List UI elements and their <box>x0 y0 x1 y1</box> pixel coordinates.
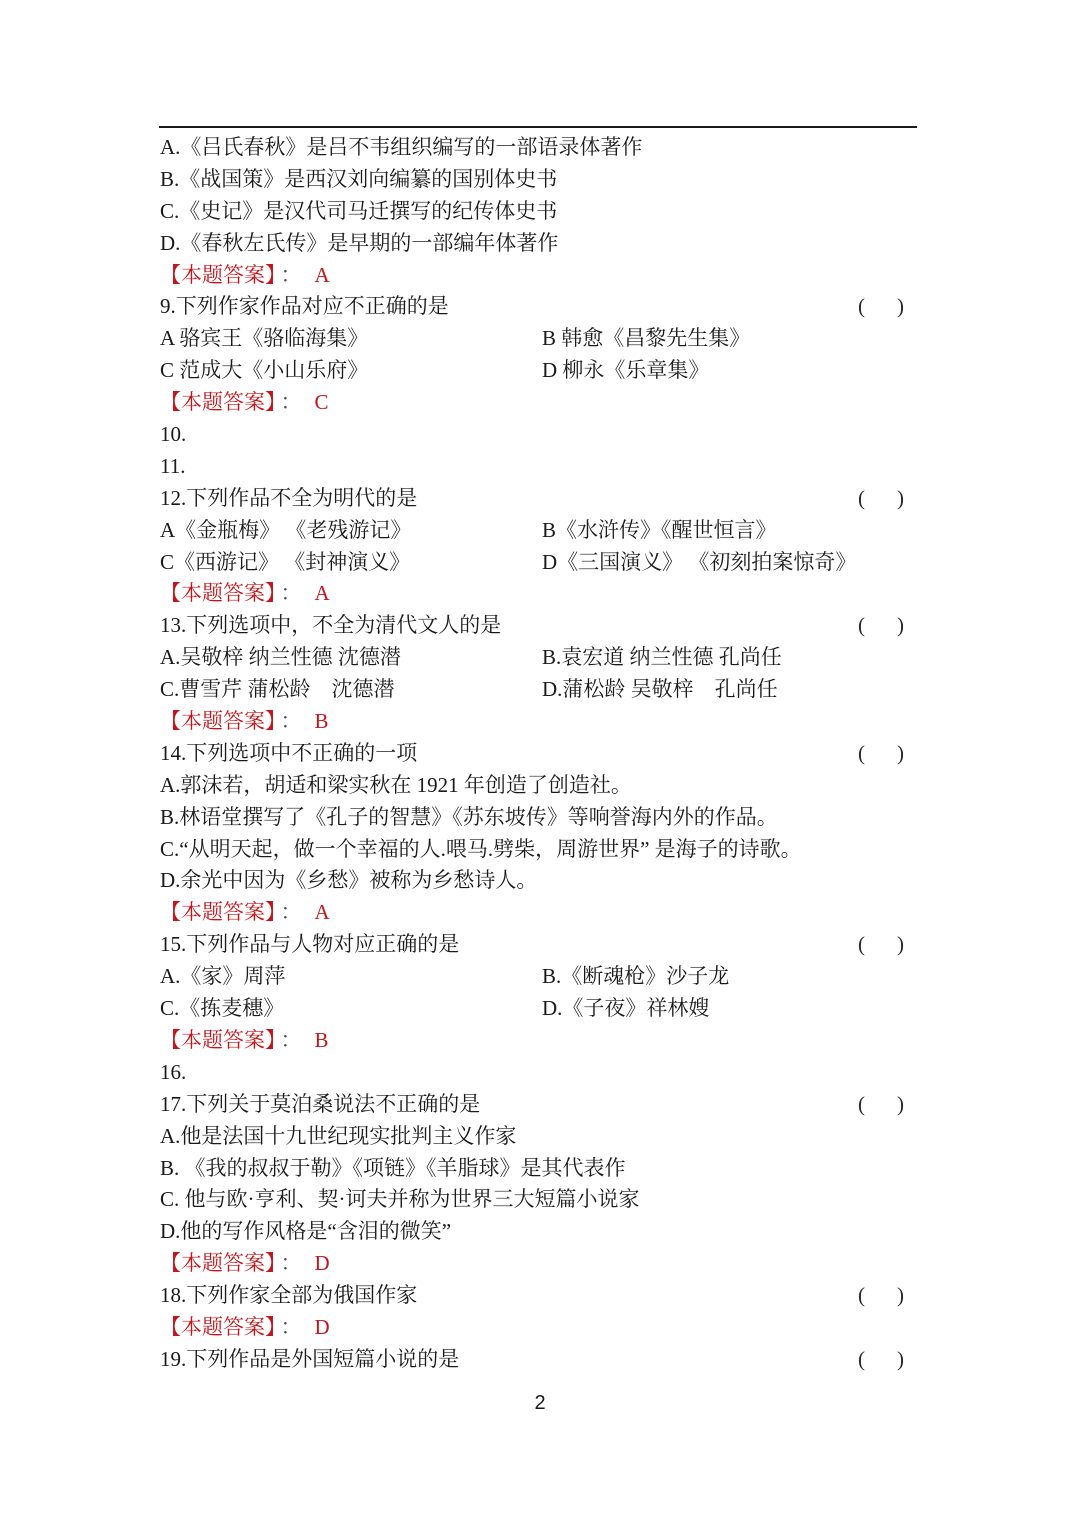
paren-open: ( <box>858 294 865 319</box>
option-right: B.《断魂枪》沙子龙 <box>542 964 730 989</box>
question-text: 15.下列作品与人物对应正确的是 <box>160 932 460 957</box>
line-text: D.《春秋左氏传》是早期的一部编年体著作 <box>160 230 559 255</box>
answer-colon: ： <box>280 1027 302 1052</box>
answer-brackets <box>858 610 904 642</box>
answer-line <box>160 897 906 929</box>
question-line <box>160 1280 906 1312</box>
paren-open: ( <box>858 932 865 957</box>
answer-brackets <box>858 738 904 770</box>
paren-open: ( <box>858 485 865 510</box>
text-line <box>160 228 906 260</box>
line-text: 10. <box>160 422 187 447</box>
option-left: C《西游记》 《封神演义》 <box>160 549 411 574</box>
text-line <box>160 1216 906 1248</box>
options-row <box>160 355 906 387</box>
paren-open: ( <box>858 1346 865 1371</box>
option-right: B 韩愈《昌黎先生集》 <box>542 326 751 351</box>
option-left: C.《拣麦穗》 <box>160 996 285 1021</box>
line-text: A.《吕氏春秋》是吕不韦组织编写的一部语录体著作 <box>160 135 643 159</box>
answer-label: 【本题答案】 <box>160 1251 276 1276</box>
answer-value: D <box>314 1314 330 1339</box>
answer-label: 【本题答案】 <box>160 581 276 606</box>
answer-brackets <box>858 291 904 323</box>
text-line <box>160 770 906 802</box>
paren-open: ( <box>858 1091 865 1116</box>
answer-line <box>160 1312 906 1344</box>
options-row <box>160 642 906 674</box>
text-line <box>160 834 906 866</box>
answer-value: C <box>314 390 329 415</box>
text-line <box>160 1121 906 1153</box>
answer-brackets <box>858 1344 904 1376</box>
question-text: 18.下列作家全部为俄国作家 <box>160 1283 418 1308</box>
line-text: 16. <box>160 1059 187 1084</box>
paren-close: ) <box>897 294 904 319</box>
answer-colon: ： <box>280 262 302 287</box>
answer-colon: ： <box>280 390 302 415</box>
option-right: D.《子夜》祥林嫂 <box>542 996 710 1021</box>
question-line <box>160 1344 906 1376</box>
question-text: 17.下列关于莫泊桑说法不正确的是 <box>160 1091 481 1116</box>
answer-colon: ： <box>280 709 302 734</box>
line-text: A.郭沫若，胡适和梁实秋在 1921 年创造了创造社。 <box>160 772 632 797</box>
paren-close: ) <box>897 1091 904 1116</box>
paren-close: ) <box>897 1283 904 1308</box>
paren-open: ( <box>858 613 865 638</box>
answer-line <box>160 1025 906 1057</box>
answer-value: A <box>314 900 330 925</box>
option-left: A.吴敬梓 纳兰性德 沈德潜 <box>160 645 401 670</box>
answer-label: 【本题答案】 <box>160 262 276 287</box>
paren-close: ) <box>897 485 904 510</box>
answer-value: D <box>314 1251 330 1276</box>
answer-colon: ： <box>280 1251 302 1276</box>
text-line <box>160 164 906 196</box>
answer-label: 【本题答案】 <box>160 390 276 415</box>
paren-open: ( <box>858 740 865 765</box>
text-line <box>160 1057 906 1089</box>
page-number: 2 <box>534 1392 546 1414</box>
question-line <box>160 610 906 642</box>
line-text: B.林语堂撰写了《孔子的智慧》《苏东坡传》等响誉海内外的作品。 <box>160 804 778 829</box>
text-line <box>160 196 906 228</box>
exam-content <box>160 132 906 1376</box>
option-left: A《金瓶梅》 《老残游记》 <box>160 517 412 542</box>
paren-close: ) <box>897 1346 904 1371</box>
answer-value: B <box>314 1027 329 1052</box>
answer-brackets <box>858 483 904 515</box>
answer-label: 【本题答案】 <box>160 1027 276 1052</box>
options-row <box>160 961 906 993</box>
paren-close: ) <box>897 613 904 638</box>
paren-open: ( <box>858 1283 865 1308</box>
answer-value: A <box>314 262 330 287</box>
answer-line <box>160 260 906 292</box>
line-text: C.《史记》是汉代司马迁撰写的纪传体史书 <box>160 198 558 223</box>
question-text: 14.下列选项中不正确的一项 <box>160 740 418 765</box>
answer-brackets <box>858 1280 904 1312</box>
answer-brackets <box>858 1089 904 1121</box>
question-line <box>160 929 906 961</box>
answer-line <box>160 578 906 610</box>
text-line <box>160 865 906 897</box>
question-line <box>160 483 906 515</box>
options-row <box>160 515 906 547</box>
option-right: D.蒲松龄 吴敬梓 孔尚任 <box>542 677 778 702</box>
answer-brackets <box>858 929 904 961</box>
question-line <box>160 1089 906 1121</box>
answer-colon: ： <box>280 581 302 606</box>
option-right: B.袁宏道 纳兰性德 孔尚任 <box>542 645 782 670</box>
text-line <box>160 451 906 483</box>
line-text: D.他的写作风格是“含泪的微笑” <box>160 1219 452 1244</box>
text-line <box>160 1153 906 1185</box>
answer-label: 【本题答案】 <box>160 900 276 925</box>
line-text: D.余光中因为《乡愁》被称为乡愁诗人。 <box>160 868 538 893</box>
paren-close: ) <box>897 740 904 765</box>
question-line <box>160 738 906 770</box>
text-line <box>160 1184 906 1216</box>
header-rule <box>159 126 917 128</box>
option-left: A 骆宾王《骆临海集》 <box>160 326 369 351</box>
line-text: B.《战国策》是西汉刘向编纂的国别体史书 <box>160 166 558 191</box>
answer-line <box>160 706 906 738</box>
question-text: 19.下列作品是外国短篇小说的是 <box>160 1346 460 1371</box>
line-text: C. 他与欧·亨利、契·诃夫并称为世界三大短篇小说家 <box>160 1187 640 1212</box>
line-text: C.“从明天起，做一个幸福的人.喂马.劈柴，周游世界” 是海子的诗歌。 <box>160 836 802 861</box>
text-line <box>160 802 906 834</box>
question-text: 9.下列作家作品对应不正确的是 <box>160 294 449 319</box>
answer-label: 【本题答案】 <box>160 709 276 734</box>
line-text: A.他是法国十九世纪现实批判主义作家 <box>160 1123 517 1148</box>
options-row <box>160 323 906 355</box>
answer-value: A <box>314 581 330 606</box>
text-line <box>160 419 906 451</box>
option-right: B《水浒传》《醒世恒言》 <box>542 517 777 542</box>
line-text: 11. <box>160 453 186 478</box>
options-row <box>160 674 906 706</box>
line-text: B. 《我的叔叔于勒》《项链》《羊脂球》是其代表作 <box>160 1155 626 1180</box>
question-line <box>160 291 906 323</box>
options-row <box>160 993 906 1025</box>
answer-label: 【本题答案】 <box>160 1314 276 1339</box>
answer-line <box>160 387 906 419</box>
option-right: D 柳永《乐章集》 <box>542 358 710 383</box>
question-text: 13.下列选项中，不全为清代文人的是 <box>160 613 502 638</box>
answer-colon: ： <box>280 900 302 925</box>
answer-line <box>160 1248 906 1280</box>
answer-value: B <box>314 709 329 734</box>
options-row <box>160 547 906 579</box>
text-line <box>160 132 906 164</box>
answer-colon: ： <box>280 1314 302 1339</box>
option-left: A.《家》周萍 <box>160 964 286 989</box>
option-left: C 范成大《小山乐府》 <box>160 358 369 383</box>
option-right: D《三国演义》 《初刻拍案惊奇》 <box>542 549 857 574</box>
option-left: C.曹雪芹 蒲松龄 沈德潜 <box>160 677 395 702</box>
question-text: 12.下列作品不全为明代的是 <box>160 485 418 510</box>
paren-close: ) <box>897 932 904 957</box>
